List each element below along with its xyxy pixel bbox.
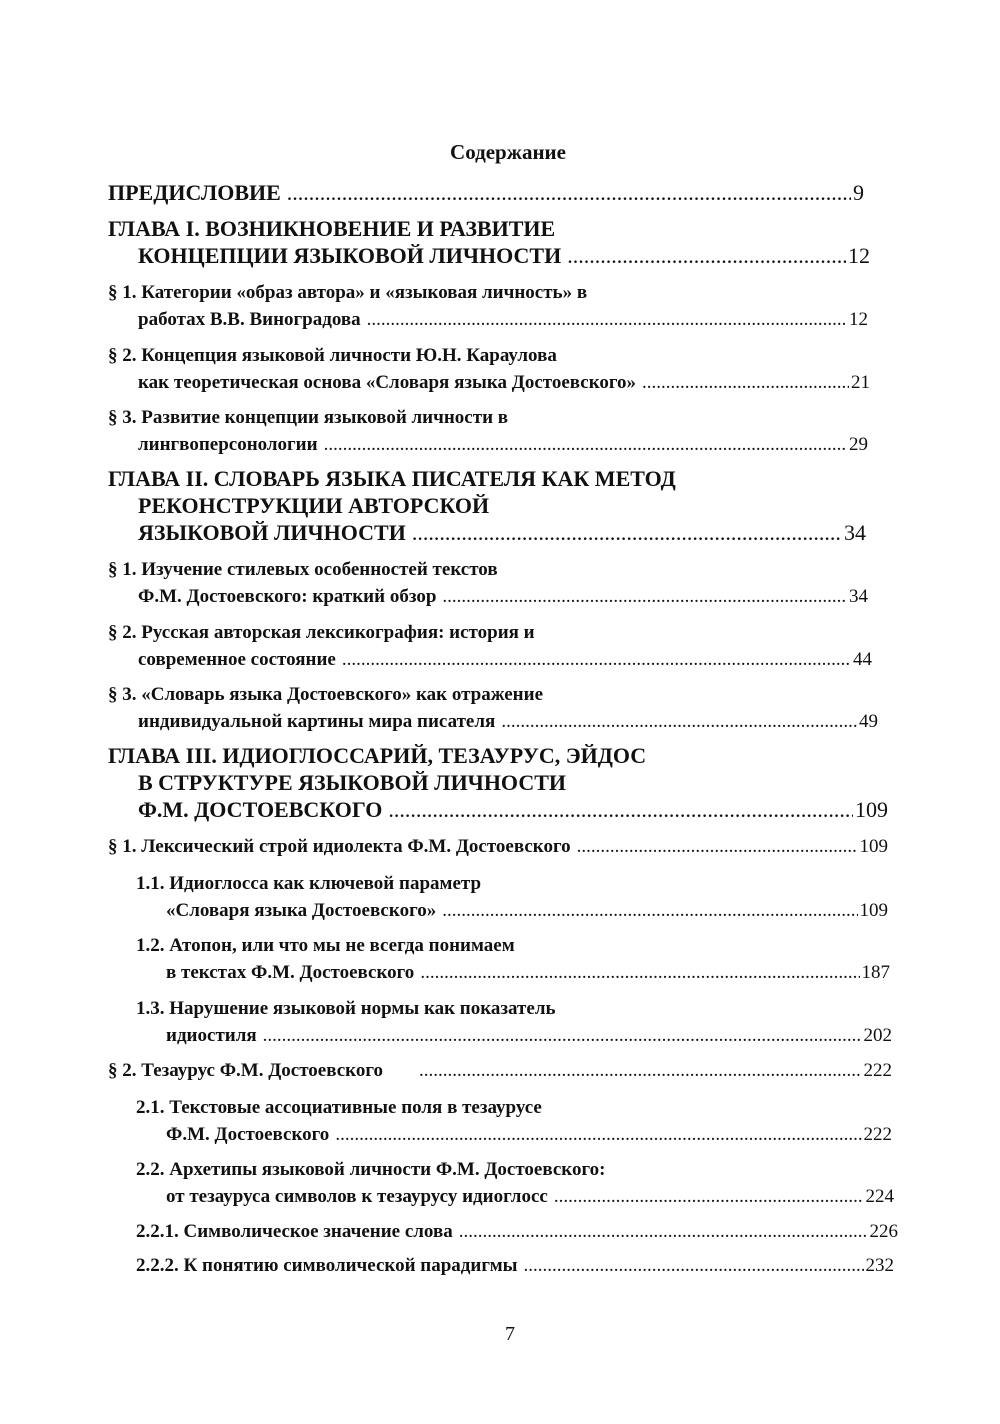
leader-dots — [412, 519, 842, 546]
toc-title: Содержание — [450, 140, 566, 164]
toc-entry-text: «Словаря языка Достоевского» — [166, 900, 437, 921]
toc-entry-preface[interactable] — [108, 179, 864, 206]
toc-entry-text: ГЛАВА II. СЛОВАРЬ ЯЗЫКА ПИСАТЕЛЯ КАК МЕТОД — [108, 466, 676, 491]
toc-entry-text: от тезауруса символов к тезаурусу идиоглосс — [166, 1186, 548, 1207]
page-number: 7 — [505, 1323, 515, 1345]
toc-entry-text: § 2. Концепция языковой личности Ю.Н. Караулова — [108, 345, 557, 366]
toc-entry-text: ГЛАВА III. ИДИОГЛОССАРИЙ, ТЕЗАУРУС, ЭЙДОС — [108, 743, 647, 768]
toc-entry-text: Ф.М. Достоевского: краткий обзор — [138, 586, 437, 607]
toc-entry-text: § 3. Развитие концепции языковой личности в — [108, 407, 509, 428]
toc-entry-3-2[interactable] — [108, 1057, 892, 1084]
toc-entry-3-2-1[interactable] — [136, 1094, 892, 1148]
toc-entry-3-2-2-2[interactable] — [136, 1252, 894, 1279]
toc-entry-text: § 3. «Словарь языка Достоевского» как отражение — [108, 684, 544, 705]
toc-page-number: 12 — [848, 243, 870, 268]
toc-page-number: 232 — [865, 1255, 894, 1276]
toc-entry-3-2-2[interactable] — [136, 1156, 894, 1210]
toc-entry-text: КОНЦЕПЦИИ ЯЗЫКОВОЙ ЛИЧНОСТИ — [138, 243, 562, 268]
leader-dots — [442, 583, 847, 610]
toc-page-number: 44 — [853, 649, 872, 670]
toc-entry-chapter-2[interactable] — [108, 465, 866, 546]
toc-page-number: 21 — [851, 372, 870, 393]
leader-dots — [263, 1022, 862, 1049]
toc-entry-2-3[interactable] — [108, 681, 878, 735]
toc-page-number: 187 — [861, 962, 890, 983]
toc-page-number: 109 — [855, 797, 888, 822]
leader-dots — [642, 369, 849, 396]
toc-page-number: 202 — [863, 1025, 892, 1046]
toc-page-number: 34 — [844, 520, 866, 545]
toc-entry-1-3[interactable] — [108, 404, 868, 458]
toc-entry-3-1-3[interactable] — [136, 995, 892, 1049]
leader-dots — [287, 179, 851, 206]
toc-entry-text: Ф.М. Достоевского — [166, 1124, 330, 1145]
toc-entry-text: § 1. Изучение стилевых особенностей текстов — [108, 559, 498, 580]
toc-entry-text: современное состояние — [138, 649, 336, 670]
toc-entry-text: 2.2.2. К понятию символической парадигмы — [136, 1255, 518, 1276]
leader-dots — [342, 646, 851, 673]
toc-entry-text: ГЛАВА I. ВОЗНИКНОВЕНИЕ И РАЗВИТИЕ — [108, 216, 556, 241]
leader-dots — [577, 833, 858, 860]
toc-page-number: 49 — [859, 711, 878, 732]
toc-entry-1-2[interactable] — [108, 342, 870, 396]
toc-entry-text: 1.1. Идиоглосса как ключевой параметр — [136, 873, 482, 894]
toc-entry-text: § 1. Лексический строй идиолекта Ф.М. Достоевского — [108, 836, 571, 857]
toc-entry-text: § 2. Русская авторская лексикография: история и — [108, 622, 535, 643]
toc-entry-text: лингвоперсонологии — [138, 434, 318, 455]
toc-entry-text: ПРЕДИСЛОВИЕ — [108, 180, 281, 205]
toc-page-number: 109 — [859, 900, 888, 921]
toc-entry-1-1[interactable] — [108, 279, 868, 333]
toc-entry-text: как теоретическая основа «Словаря языка Достоевского» — [138, 372, 637, 393]
toc-page-number: 29 — [849, 434, 868, 455]
toc-entry-3-1[interactable] — [108, 833, 888, 860]
toc-entry-text: работах В.В. Виноградова — [138, 309, 361, 330]
toc-entry-text: индивидуальной картины мира писателя — [138, 711, 496, 732]
toc-entry-text: 2.1. Текстовые ассоциативные поля в тезаурусе — [136, 1097, 542, 1118]
leader-dots — [388, 796, 853, 823]
toc-entry-3-2-2-1[interactable] — [136, 1218, 898, 1245]
toc-entry-text: идиостиля — [166, 1025, 257, 1046]
leader-dots — [524, 1252, 864, 1279]
toc-entry-chapter-1[interactable] — [108, 215, 870, 269]
toc-entry-2-1[interactable] — [108, 556, 868, 610]
toc-entry-3-1-2[interactable] — [136, 932, 890, 986]
toc-entry-2-2[interactable] — [108, 619, 872, 673]
toc-entry-text: § 1. Категории «образ автора» и «языковая личность» в — [108, 282, 588, 303]
toc-entry-3-1-1[interactable] — [136, 870, 888, 924]
toc-entry-text: РЕКОНСТРУКЦИИ АВТОРСКОЙ — [138, 493, 490, 518]
toc-page-number: 9 — [853, 180, 864, 205]
leader-dots — [420, 959, 859, 986]
toc-entry-text: 1.2. Атопон, или что мы не всегда понимаем — [136, 935, 515, 956]
leader-dots — [459, 1218, 868, 1245]
toc-entry-text: В СТРУКТУРЕ ЯЗЫКОВОЙ ЛИЧНОСТИ — [138, 770, 566, 795]
toc-entry-text: 1.3. Нарушение языковой нормы как показатель — [136, 998, 556, 1019]
toc-page-number: 226 — [869, 1221, 898, 1242]
leader-dots — [419, 1057, 861, 1084]
toc-page-number: 224 — [865, 1186, 894, 1207]
toc-entry-text: в текстах Ф.М. Достоевского — [166, 962, 415, 983]
leader-dots — [442, 897, 857, 924]
leader-dots — [501, 708, 857, 735]
leader-dots — [567, 242, 846, 269]
toc-page-number: 34 — [849, 586, 868, 607]
toc-entry-text: § 2. Тезаурус Ф.М. Достоевского — [108, 1060, 384, 1081]
toc-page-number: 222 — [863, 1060, 892, 1081]
toc-entry-text: 2.2.1. Символическое значение слова — [136, 1221, 453, 1242]
leader-dots — [335, 1121, 861, 1148]
toc-page-number: 12 — [849, 309, 868, 330]
toc-page-number: 109 — [859, 836, 888, 857]
leader-dots — [554, 1183, 864, 1210]
toc-entry-chapter-3[interactable] — [108, 742, 888, 823]
leader-dots — [367, 306, 847, 333]
toc-page-number: 222 — [863, 1124, 892, 1145]
toc-entry-text: Ф.М. ДОСТОЕВСКОГО — [138, 797, 383, 822]
toc-entry-text: ЯЗЫКОВОЙ ЛИЧНОСТИ — [138, 520, 406, 545]
leader-dots — [324, 431, 847, 458]
toc-entry-text: 2.2. Архетипы языковой личности Ф.М. Достоевского: — [136, 1159, 606, 1180]
